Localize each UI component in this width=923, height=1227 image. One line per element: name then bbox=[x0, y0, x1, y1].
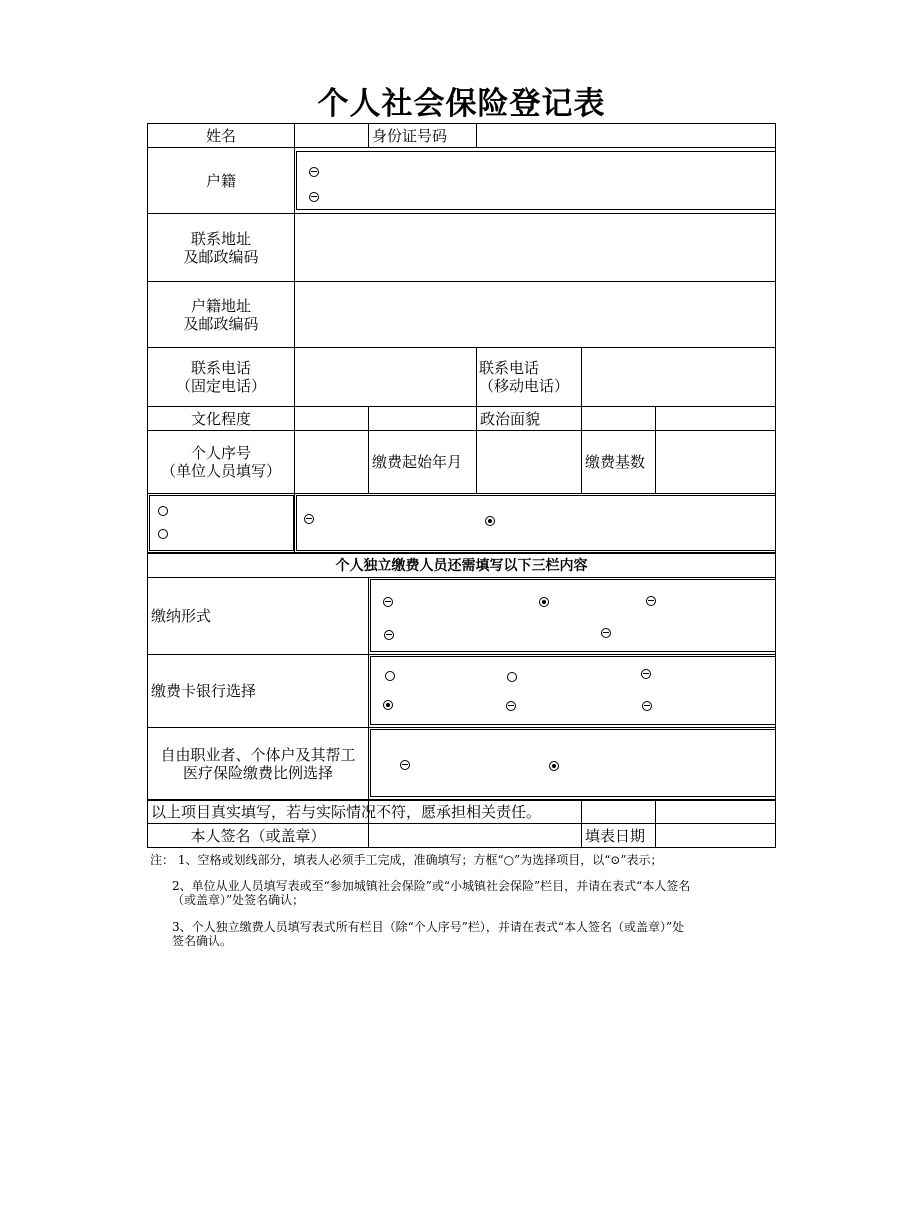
insurance-type-radio[interactable] bbox=[304, 514, 314, 524]
household-address-label bbox=[148, 282, 294, 347]
contact-address-label-line2: 及邮政编码 bbox=[183, 247, 259, 266]
pay-form-radio[interactable] bbox=[384, 630, 394, 640]
pay-base-field[interactable] bbox=[656, 431, 775, 493]
pay-form-radio[interactable] bbox=[539, 597, 549, 607]
note-2-line1: 2、单位从业人员填写表或至“参加城镇社会保险”或“小城镇社会保险”栏目，并请在表式“本人签名 bbox=[172, 879, 691, 893]
phone-fixed-label-line2: （固定电话） bbox=[175, 377, 266, 395]
insurance-type-radio[interactable] bbox=[158, 529, 168, 539]
grid-line bbox=[147, 847, 776, 848]
contact-address-field[interactable] bbox=[295, 214, 775, 281]
pay-start-label: 缴费起始年月 bbox=[372, 453, 463, 471]
signature-field[interactable] bbox=[369, 824, 581, 847]
id-number-field[interactable] bbox=[477, 124, 775, 147]
phone-fixed-label bbox=[148, 348, 294, 406]
personal-no-label bbox=[148, 431, 294, 493]
insurance-option-box-right bbox=[296, 495, 776, 551]
bank-choice-label: 缴费卡银行选择 bbox=[151, 682, 257, 700]
freelancer-ratio-label-line1: 自由职业者、个体户及其帮工 bbox=[160, 745, 356, 764]
contact-address-label bbox=[148, 214, 294, 281]
pay-form-label: 缴纳形式 bbox=[151, 607, 212, 625]
personal-no-field[interactable] bbox=[295, 431, 368, 493]
ratio-option-box bbox=[370, 729, 776, 797]
bank-radio[interactable] bbox=[383, 700, 393, 710]
household-address-label-line1: 户籍地址 bbox=[190, 296, 251, 315]
note-1: 注： 1、空格或划线部分，填表人必须手工完成，准确填写；方框“○”为选择项目，以“⊙”表示； bbox=[150, 853, 663, 867]
household-radio[interactable] bbox=[309, 167, 319, 177]
freelancer-ratio-label bbox=[148, 728, 368, 799]
pay-form-option-box bbox=[370, 579, 776, 652]
education-label: 文化程度 bbox=[190, 409, 251, 428]
pay-base-label: 缴费基数 bbox=[585, 453, 646, 471]
phone-mobile-label-line2: （移动电话） bbox=[479, 377, 570, 395]
ratio-radio[interactable] bbox=[549, 761, 559, 771]
note-2-line2: （或盖章）”处签名确认； bbox=[172, 893, 305, 907]
bank-radio[interactable] bbox=[641, 669, 651, 679]
personal-no-label-line2: （单位人员填写） bbox=[160, 462, 281, 480]
phone-mobile-field[interactable] bbox=[582, 348, 775, 406]
household-address-field[interactable] bbox=[295, 282, 775, 347]
grid-line bbox=[147, 493, 776, 494]
signature-label: 本人签名（或盖章） bbox=[190, 826, 326, 845]
pay-form-radio[interactable] bbox=[646, 596, 656, 606]
contact-address-label-line1: 联系地址 bbox=[190, 229, 251, 248]
political-status-field-2[interactable] bbox=[656, 407, 775, 430]
household-radio[interactable] bbox=[309, 192, 319, 202]
education-field[interactable] bbox=[295, 407, 368, 430]
declaration-text: 以上项目真实填写，若与实际情况不符，愿承担相关责任。 bbox=[151, 803, 542, 821]
household-label: 户籍 bbox=[205, 171, 236, 190]
phone-fixed-label-line1: 联系电话 bbox=[190, 359, 251, 377]
bank-radio[interactable] bbox=[506, 701, 516, 711]
name-label: 姓名 bbox=[205, 126, 236, 145]
ratio-radio[interactable] bbox=[400, 760, 410, 770]
id-number-label: 身份证号码 bbox=[372, 126, 448, 145]
declaration-field-2[interactable] bbox=[656, 801, 775, 823]
political-status-field[interactable] bbox=[582, 407, 655, 430]
fill-date-field[interactable] bbox=[656, 824, 775, 847]
phone-mobile-label-line1: 联系电话 bbox=[479, 359, 540, 377]
bank-option-box bbox=[370, 656, 776, 725]
bank-radio[interactable] bbox=[385, 671, 395, 681]
insurance-option-box-left bbox=[149, 495, 294, 551]
declaration-field[interactable] bbox=[582, 801, 655, 823]
fill-date-label: 填表日期 bbox=[585, 826, 646, 845]
bank-radio[interactable] bbox=[507, 672, 517, 682]
note-3-line2: 签名确认。 bbox=[172, 934, 233, 948]
section-header: 个人独立缴费人员还需填写以下三栏内容 bbox=[335, 557, 588, 574]
name-field[interactable] bbox=[295, 124, 368, 147]
political-status-label: 政治面貌 bbox=[480, 409, 541, 428]
phone-fixed-field[interactable] bbox=[295, 348, 476, 406]
pay-start-field[interactable] bbox=[477, 431, 581, 493]
personal-no-label-line1: 个人序号 bbox=[190, 444, 251, 462]
insurance-type-radio[interactable] bbox=[158, 506, 168, 516]
pay-form-radio[interactable] bbox=[601, 628, 611, 638]
insurance-type-radio[interactable] bbox=[485, 516, 495, 526]
note-3-line1: 3、个人独立缴费人员填写表式所有栏目（除“个人序号”栏），并请在表式“本人签名（或盖章）”处 bbox=[172, 920, 685, 934]
education-field-2[interactable] bbox=[369, 407, 476, 430]
form-title: 个人社会保险登记表 bbox=[317, 86, 606, 122]
phone-mobile-label bbox=[479, 348, 581, 406]
bank-radio[interactable] bbox=[642, 701, 652, 711]
pay-form-radio[interactable] bbox=[383, 597, 393, 607]
household-option-box bbox=[296, 151, 776, 210]
freelancer-ratio-label-line2: 医疗保险缴费比例选择 bbox=[182, 763, 333, 782]
household-address-label-line2: 及邮政编码 bbox=[183, 314, 259, 333]
